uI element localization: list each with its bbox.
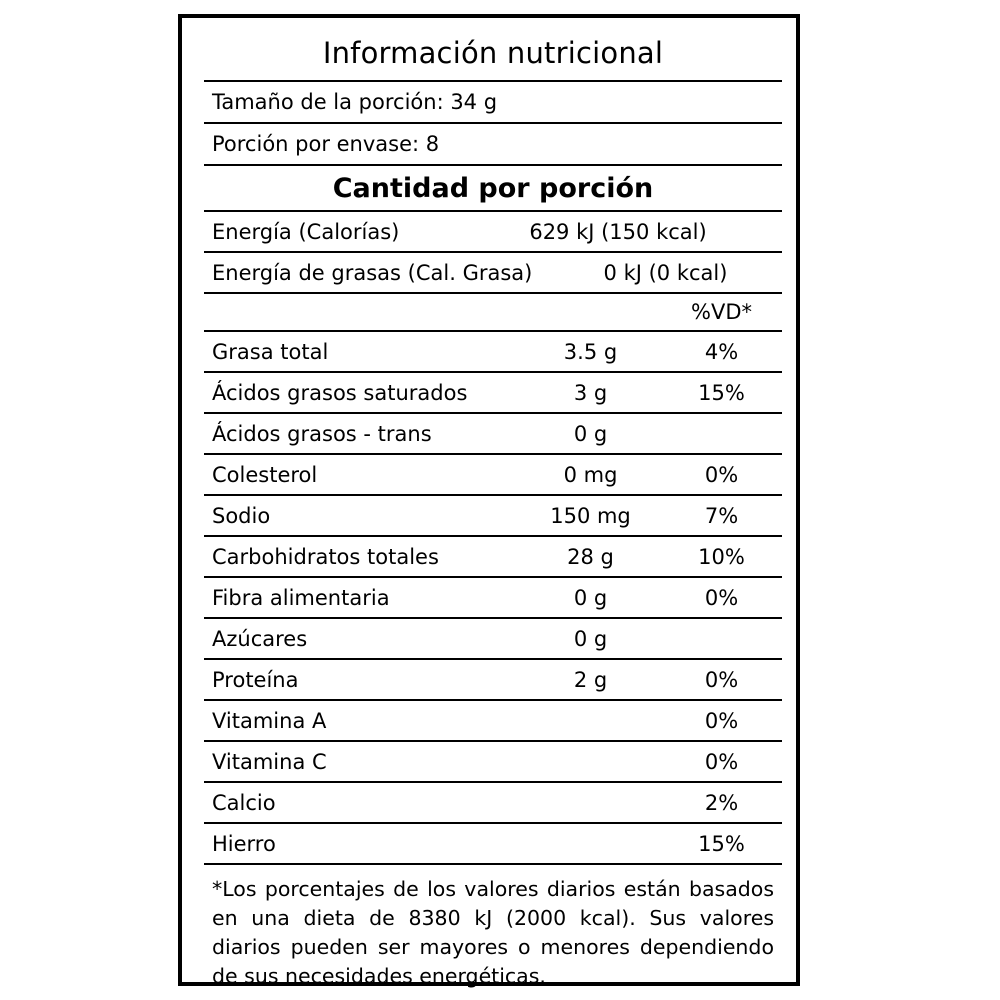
nutrient-name: Azúcares xyxy=(212,626,308,651)
nutrient-value: 2 g xyxy=(573,667,608,692)
nutrient-value: 0 g xyxy=(573,421,608,446)
nutrient-name: Vitamina C xyxy=(212,749,327,774)
nutrient-daily-value: 0% xyxy=(704,667,739,692)
daily-value-header-row xyxy=(204,294,782,332)
nutrient-value: 3 g xyxy=(573,380,608,405)
table-row xyxy=(204,373,782,414)
table-row xyxy=(204,742,782,783)
nutrient-daily-value: 0% xyxy=(704,749,739,774)
energy-row xyxy=(204,212,782,253)
nutrient-daily-value: 0% xyxy=(704,585,739,610)
energy-from-fat-value: 0 kJ (0 kcal) xyxy=(603,260,728,285)
page-title: Información nutricional xyxy=(322,36,664,70)
nutrient-name: Sodio xyxy=(212,503,271,528)
amount-per-serving-heading: Cantidad por porción xyxy=(332,172,654,204)
footnote-text: *Los porcentajes de los valores diarios están basados en una dieta de 8380 kJ (2000 kcal). Sus valores diarios pueden ser mayores o menores dependiendo de sus necesidades energéticas. xyxy=(212,877,774,989)
nutrient-value: 0 g xyxy=(573,626,608,651)
energy-label: Energía (Calorías) xyxy=(212,219,400,244)
nutrient-daily-value: 0% xyxy=(704,708,739,733)
table-row xyxy=(204,660,782,701)
nutrient-value: 28 g xyxy=(567,544,614,569)
nutrient-name: Ácidos grasos - trans xyxy=(212,421,432,446)
nutrient-value: 3.5 g xyxy=(563,339,618,364)
nutrient-name: Fibra alimentaria xyxy=(212,585,390,610)
label-title-row xyxy=(204,26,782,82)
nutrient-daily-value: 2% xyxy=(704,790,739,815)
nutrient-rows xyxy=(204,332,782,865)
nutrient-name: Grasa total xyxy=(212,339,329,364)
table-row xyxy=(204,701,782,742)
table-row xyxy=(204,496,782,537)
nutrition-label-panel xyxy=(178,14,800,989)
nutrient-name: Proteína xyxy=(212,667,299,692)
nutrient-daily-value: 4% xyxy=(704,339,739,364)
nutrient-name: Carbohidratos totales xyxy=(212,544,439,569)
table-row xyxy=(204,578,782,619)
servings-per-container-row xyxy=(204,124,782,166)
nutrient-name: Ácidos grasos saturados xyxy=(212,380,468,405)
table-row xyxy=(204,783,782,824)
table-row xyxy=(204,414,782,455)
nutrient-daily-value: 15% xyxy=(698,380,745,405)
nutrient-daily-value: 10% xyxy=(698,544,745,569)
serving-size-row xyxy=(204,82,782,124)
nutrient-daily-value: 15% xyxy=(698,831,745,856)
table-row xyxy=(204,619,782,660)
nutrient-name: Calcio xyxy=(212,790,276,815)
table-row xyxy=(204,824,782,865)
nutrient-value: 0 mg xyxy=(563,462,618,487)
amount-per-serving-row xyxy=(204,166,782,212)
table-row xyxy=(204,332,782,373)
nutrient-daily-value: 0% xyxy=(704,462,739,487)
serving-size-text: Tamaño de la porción: 34 g xyxy=(212,90,498,114)
nutrient-name: Colesterol xyxy=(212,462,318,487)
nutrient-name: Hierro xyxy=(212,831,276,856)
servings-per-container-text: Porción por envase: 8 xyxy=(212,132,440,156)
table-row xyxy=(204,455,782,496)
daily-value-header: %VD* xyxy=(691,300,752,324)
energy-from-fat-label: Energía de grasas (Cal. Grasa) xyxy=(212,260,533,285)
nutrient-value: 0 g xyxy=(573,585,608,610)
energy-from-fat-row xyxy=(204,253,782,294)
nutrient-daily-value: 7% xyxy=(704,503,739,528)
nutrient-name: Vitamina A xyxy=(212,708,327,733)
table-row xyxy=(204,537,782,578)
energy-value: 629 kJ (150 kcal) xyxy=(529,219,707,244)
nutrition-table xyxy=(204,26,782,991)
nutrient-value: 150 mg xyxy=(550,503,631,528)
